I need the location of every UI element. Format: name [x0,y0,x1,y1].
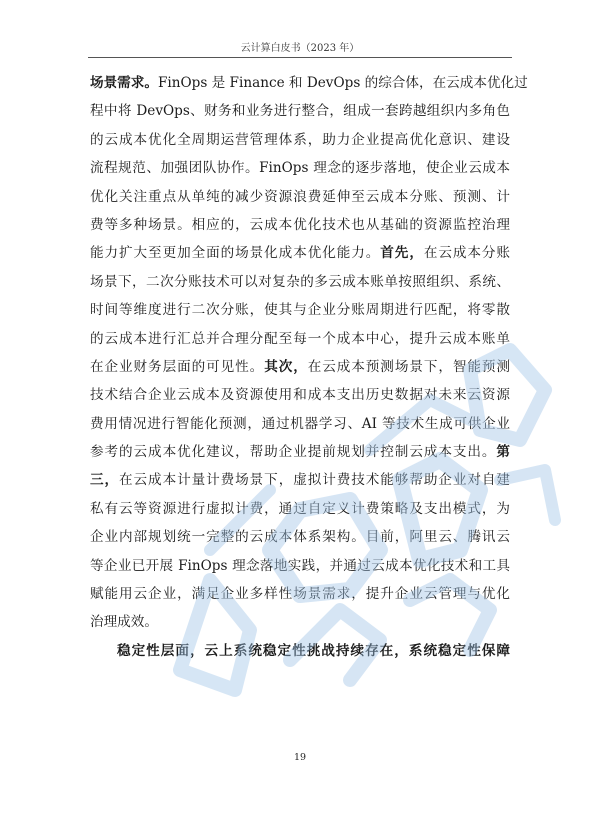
text-line-16: 私有云等资源进行虚拟计费，通过自定义计费策略及支出模式，为 [90,500,510,517]
text-line-8: 场景下，二次分账技术可以对复杂的多云成本账单按照组织、系统、 [90,273,510,290]
text-line-7: 能力扩大至更加全面的场景化成本优化能力。首先，在云成本分账 [90,245,511,262]
text-line-12: 技术结合企业云成本及资源使用和成本支出历史数据对未来云资源 [90,387,510,404]
page-header: 云计算白皮书（2023 年） [240,43,360,54]
text-line-6: 费等多种场景。相应的，云成本优化技术也从基础的资源监控治理 [90,216,510,233]
page-number: 19 [293,752,307,763]
text-line-5: 优化关注重点从单纯的减少资源浪费延伸至云成本分账、预测、计 [90,188,510,205]
text-line-20: 治理成效。 [90,614,158,631]
text-line-2: 程中将 DevOps、财务和业务进行整合，组成一套跨越组织内多角色 [90,103,510,120]
text-line-3: 的云成本优化全周期运营管理体系，助力企业提高优化意识、建设 [90,131,510,148]
paragraph-2-line-1: 稳定性层面，云上系统稳定性挑战持续存在，系统稳定性保障 [117,642,510,659]
text-line-18: 等企业已开展 FinOps 理念落地实践，并通过云成本优化技术和工具 [90,557,510,574]
text-line-11: 在企业财务层面的可见性。其次，在云成本预测场景下，智能预测 [90,358,511,375]
text-line-14: 参考的云成本优化建议，帮助企业提前规划并控制云成本支出。第 [90,444,510,461]
text-line-4: 流程规范、加强团队协作。FinOps 理念的逐步落地，使企业云成本 [90,160,510,177]
text-line-1: 场景需求。FinOps 是 Finance 和 DevOps 的综合体，在云成本优化过 [90,75,528,91]
header-divider [88,57,512,58]
text-line-10: 的云成本进行汇总并合理分配至每一个成本中心，提升云成本账单 [90,330,510,347]
text-line-15: 三，在云成本计量计费场景下，虚拟计费技术能够帮助企业对自建 [90,472,511,489]
text-line-17: 企业内部规划统一完整的云成本体系架构。目前，阿里云、腾讯云 [90,529,510,546]
text-line-19: 赋能用云企业，满足企业多样性场景需求，提升企业云管理与优化 [90,586,510,603]
body-text [90,69,528,665]
text-line-13: 费用情况进行智能化预测，通过机器学习、AI 等技术生成可供企业 [90,415,510,432]
text-line-9: 时间等维度进行二次分账，使其与企业分账周期进行匹配，将零散 [90,302,510,319]
